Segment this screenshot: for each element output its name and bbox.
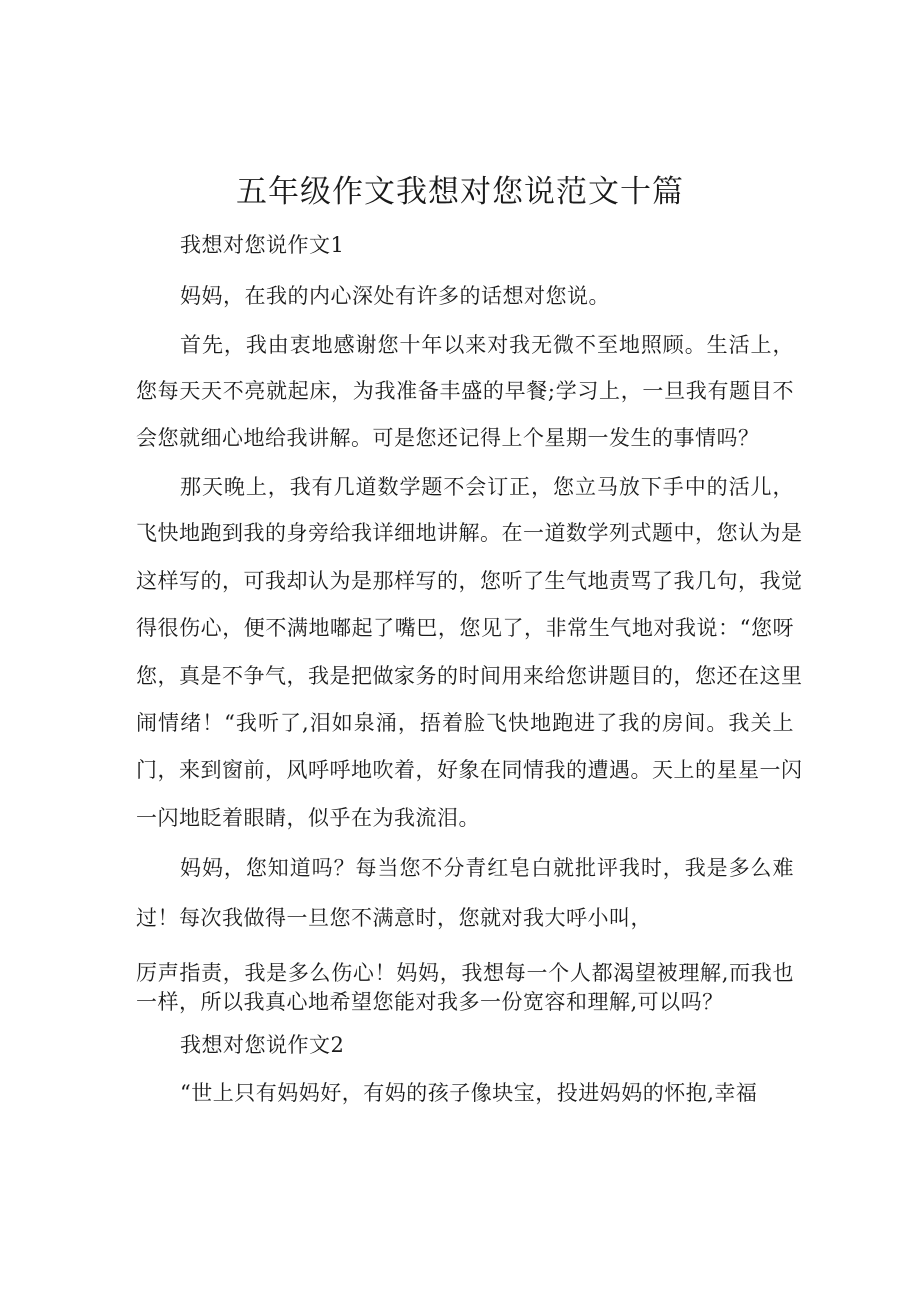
paragraph-line: 这样写的，可我却认为是那样写的，您听了生气地责骂了我几句，我觉: [136, 569, 803, 593]
document-title: 五年级作文我想对您说范文十篇: [236, 174, 684, 210]
paragraph-line: 首先，我由衷地感谢您十年以来对我无微不至地照顾。生活上，: [180, 333, 794, 357]
paragraph-line: 得很伤心，便不满地嘟起了嘴巴，您见了，非常生气地对我说：“您呀: [136, 616, 794, 640]
paragraph-line: 妈妈，您知道吗？每当您不分青红皂白就批评我时，我是多么难: [180, 856, 794, 880]
paragraph-line: 会您就细心地给我讲解。可是您还记得上个星期一发生的事情吗？: [136, 426, 760, 450]
paragraph-line: 那天晚上，我有几道数学题不会订正，您立马放下手中的活儿，: [180, 475, 794, 499]
paragraph-line: “世上只有妈妈好，有妈的孩子像块宝，投进妈妈的怀抱,幸福: [180, 1081, 758, 1105]
paragraph-line: 您每天天不亮就起床，为我准备丰盛的早餐;学习上，一旦我有题目不: [136, 379, 794, 403]
paragraph-line: 一闪地眨着眼睛，似乎在为我流泪。: [136, 806, 480, 830]
section-heading: 我想对您说作文1: [180, 233, 345, 257]
paragraph-line: 一样，所以我真心地希望您能对我多一份宽容和理解,可以吗？: [136, 990, 724, 1014]
section-heading: 我想对您说作文2: [180, 1033, 345, 1057]
paragraph-line: 厉声指责，我是多么伤心！妈妈，我想每一个人都渴望被理解,而我也: [136, 961, 794, 985]
paragraph-line: 您，真是不争气，我是把做家务的时间用来给您讲题目的，您还在这里: [136, 664, 803, 688]
paragraph-line: 飞快地跑到我的身旁给我详细地讲解。在一道数学列式题中，您认为是: [136, 521, 803, 545]
paragraph-line: 闹情绪！“我听了,泪如泉涌，捂着脸飞快地跑进了我的房间。我关上: [136, 711, 794, 735]
paragraph-line: 门，来到窗前，风呼呼地吹着，好象在同情我的遭遇。天上的星星一闪: [136, 758, 803, 782]
paragraph-line: 妈妈，在我的内心深处有许多的话想对您说。: [180, 284, 610, 308]
paragraph-line: 过！每次我做得一旦您不满意时，您就对我大呼小叫，: [136, 906, 652, 930]
